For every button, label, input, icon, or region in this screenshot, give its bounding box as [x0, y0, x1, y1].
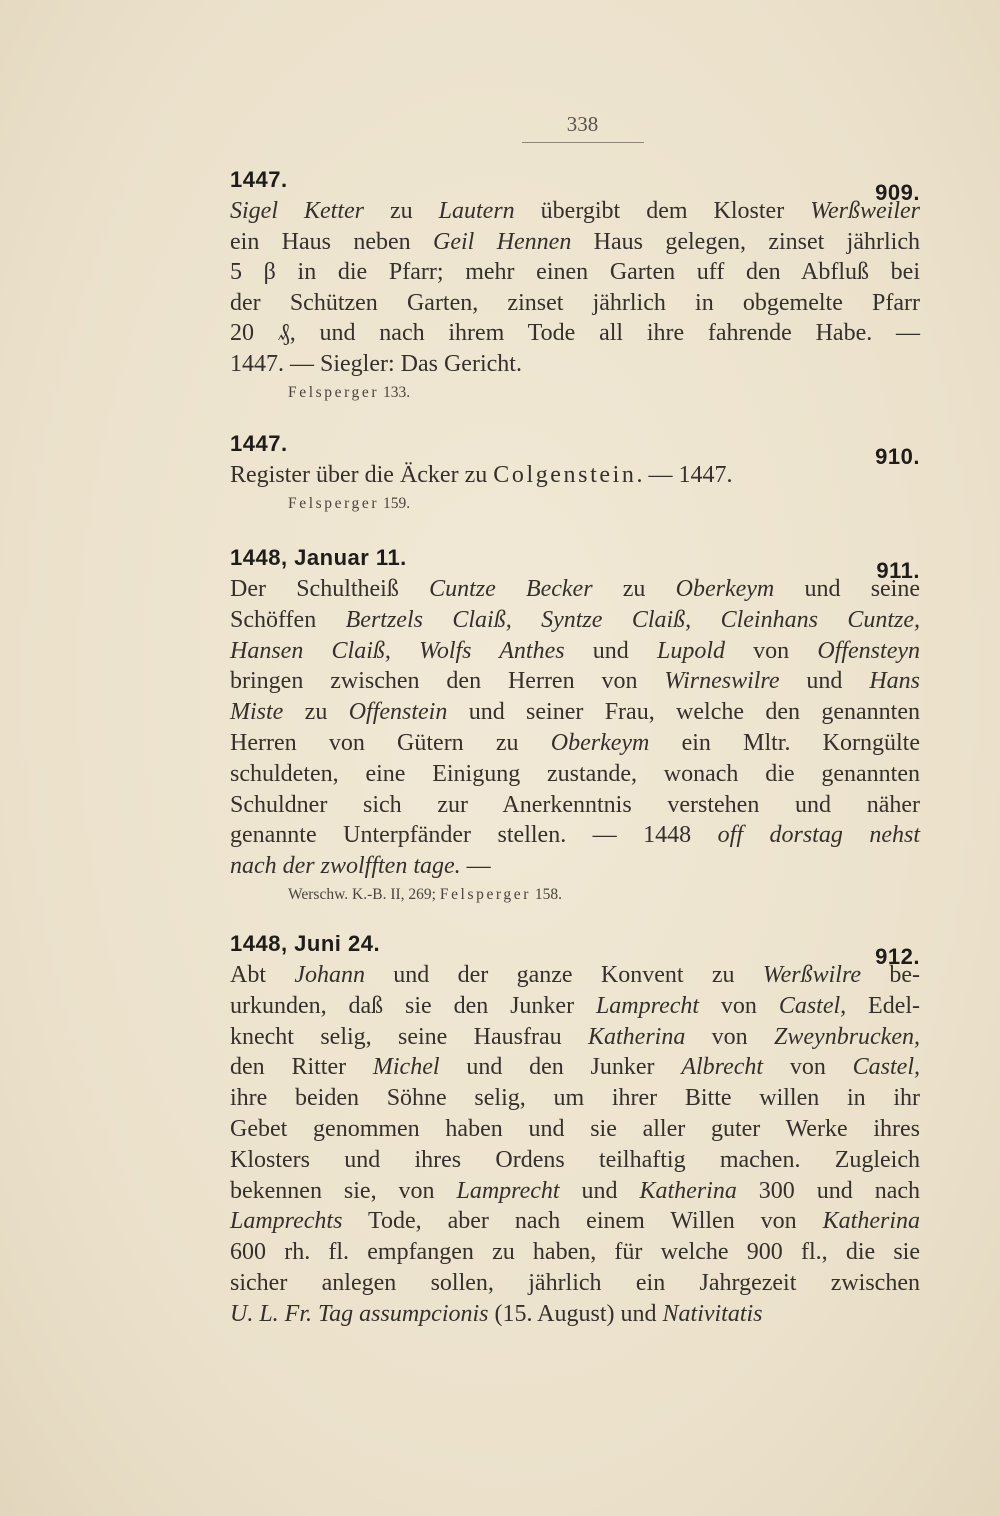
- text-line: Hansen Claiß, Wolfs Anthes und Lupold von Offensteyn: [230, 637, 920, 664]
- text-line: urkunden, daß sie den Junker Lamprecht von Castel, Edel-: [230, 992, 920, 1019]
- entry-date: 1447.: [230, 431, 288, 456]
- text-line: Abt Johann und der ganze Konvent zu Werßwilre be-: [230, 962, 921, 988]
- text-line: bringen zwischen den Herren von Wirneswilre und Hans: [230, 668, 921, 695]
- entry-body: [230, 574, 920, 882]
- entry-number: 909.: [875, 180, 920, 205]
- text-line: Der Schultheiß Cuntze Becker zu Oberkeym und seine: [230, 576, 921, 602]
- text-line: genannte Unterpfänder stellen. — 1448 off dorstag nehst: [230, 822, 920, 849]
- text-line: den Ritter Michel und den Junker Albrecht von Castel,: [230, 1054, 920, 1081]
- entry-number: 911.: [876, 558, 920, 583]
- text-line: 20 ₰, und nach ihrem Tode all ihre fahrende Habe. —: [230, 320, 920, 347]
- page-number-rule: [522, 142, 644, 143]
- text-line: ein Haus neben Geil Hennen Haus gelegen, zinset jährlich: [230, 228, 920, 255]
- text-line: Herren von Gütern zu Oberkeym ein Mltr. Korngülte: [230, 729, 920, 756]
- text-line: Schöffen Bertzels Claiß, Syntze Claiß, Cleinhans Cuntze,: [230, 606, 921, 633]
- text-line: Sigel Ketter zu Lautern übergibt dem Kloster Werßweiler: [230, 198, 920, 224]
- entry-source: Felsperger 133.: [288, 383, 411, 401]
- entry-909: [230, 166, 920, 406]
- entry-date: 1448, Juni 24.: [230, 931, 381, 956]
- text-line: U. L. Fr. Tag assumpcionis (15. August) und Nativitatis: [230, 1300, 763, 1327]
- entry-number: 910.: [875, 444, 920, 469]
- entry-911: [230, 544, 920, 908]
- entry-date: 1448, Januar 11.: [230, 545, 407, 570]
- text-line: 600 rh. fl. empfangen zu haben, für welche 900 fl., die sie: [230, 1239, 920, 1266]
- entry-body: [230, 960, 920, 1330]
- text-line: Klosters und ihres Ordens teilhaftig machen. Zugleich: [230, 1146, 920, 1173]
- text-line: sicher anlegen sollen, jährlich ein Jahrgezeit zwischen: [230, 1269, 920, 1296]
- text-line: Gebet genommen haben und sie aller guter Werke ihres: [230, 1115, 920, 1142]
- text-line: Schuldner sich zur Anerkenntnis verstehen und näher: [230, 791, 920, 818]
- entry-source: Werschw. K.-B. II, 269; Felsperger 158.: [288, 885, 563, 903]
- entry-910: [230, 430, 920, 517]
- text-line: 5 β in die Pfarr; mehr einen Garten uff den Abfluß bei: [230, 259, 920, 286]
- text-line: ihre beiden Söhne selig, um ihrer Bitte willen in ihr: [230, 1085, 920, 1112]
- entry-source: Felsperger 159.: [288, 494, 411, 512]
- text-line: bekennen sie, von Lamprecht und Katherina 300 und nach: [230, 1177, 921, 1204]
- text-line: Miste zu Offenstein und seiner Frau, welche den genannten: [230, 699, 920, 726]
- text-line: Lamprechts Tode, aber nach einem Willen von Katherina: [230, 1208, 920, 1235]
- page-number: 338: [566, 112, 599, 136]
- text-line: Register über die Äcker zu Colgenstein. — 1447.: [230, 462, 733, 488]
- entry-date: 1447.: [230, 167, 288, 192]
- entry-body: [230, 460, 920, 491]
- entry-912: [230, 930, 920, 1330]
- text-line: knecht selig, seine Hausfrau Katherina von Zweynbrucken,: [230, 1023, 920, 1050]
- entry-body: [230, 196, 920, 380]
- entry-number: 912.: [875, 944, 920, 969]
- text-line: nach der zwolfften tage. —: [230, 853, 491, 880]
- text-line: schuldeten, eine Einigung zustande, wonach die genannten: [230, 760, 920, 787]
- text-line: 1447. — Siegler: Das Gericht.: [230, 350, 522, 377]
- text-line: der Schützen Garten, zinset jährlich in obgemelte Pfarr: [230, 289, 920, 316]
